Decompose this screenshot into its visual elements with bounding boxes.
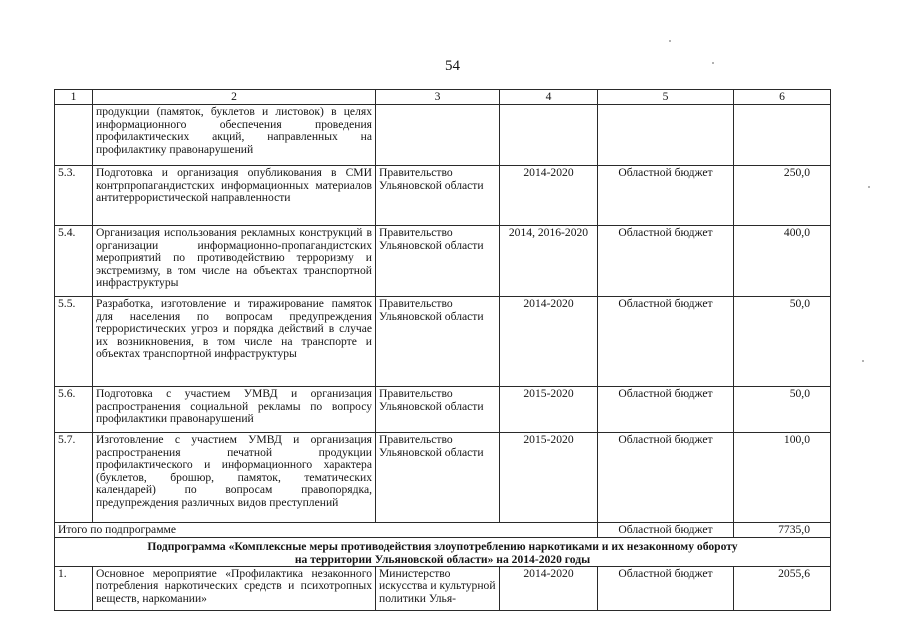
years: 2014, 2016-2020 [500, 226, 598, 297]
amount: 400,0 [734, 226, 831, 297]
activity-name: Изготовление с участием УМВД и организация распространения печатной продукции профилактического и информационного характера (буклетов, брошюр, памяток, тематических календарей) по вопросам правопорядка, предупреждения различных видов преступлений [93, 433, 376, 523]
executor: Правительство Ульяновской области [376, 226, 500, 297]
amount: 250,0 [734, 166, 831, 226]
subprogram-title [55, 537, 831, 566]
activity-name: Организация использования рекламных конструкций в организации информационно-пропагандистских мероприятий по противодействию терроризму и экстремизму, в том числе на объектах транспортной инфраструктуры [93, 226, 376, 297]
funding-source: Областной бюджет [598, 226, 734, 297]
executor [376, 105, 500, 166]
executor: Правительство Ульяновской области [376, 433, 500, 523]
executor: Министерство искусства и культурной политики Улья- [376, 566, 500, 610]
funding-source [598, 105, 734, 166]
table-row [55, 566, 831, 610]
funding-source: Областной бюджет [598, 566, 734, 610]
scan-speck [712, 62, 714, 64]
table-row [55, 226, 831, 297]
activity-name: Подготовка и организация опубликования в СМИ контрпропагандистских информационных материалов антитеррористической направленности [93, 166, 376, 226]
activity-name: продукции (памяток, буклетов и листовок) в целях информационного обеспечения проведения профилактических акций, направленных на профилактику правонарушений [93, 105, 376, 166]
funding-source: Областной бюджет [598, 387, 734, 433]
row-number: 5.3. [55, 166, 93, 226]
total-amount: 7735,0 [734, 523, 831, 538]
table-row [55, 105, 831, 166]
row-number: 1. [55, 566, 93, 610]
column-number: 2 [93, 90, 376, 105]
subprogram-total-row [55, 523, 831, 538]
row-number: 5.4. [55, 226, 93, 297]
column-number: 3 [376, 90, 500, 105]
scan-speck [868, 186, 870, 188]
page-number: 54 [445, 58, 460, 74]
funding-source: Областной бюджет [598, 433, 734, 523]
row-number [55, 105, 93, 166]
budget-table [54, 89, 831, 611]
total-label: Итого по подпрограмме [55, 523, 598, 538]
years [500, 105, 598, 166]
amount [734, 105, 831, 166]
row-number: 5.6. [55, 387, 93, 433]
years: 2014-2020 [500, 297, 598, 387]
amount: 50,0 [734, 297, 831, 387]
scan-speck [669, 40, 671, 42]
funding-source: Областной бюджет [598, 523, 734, 538]
funding-source: Областной бюджет [598, 297, 734, 387]
amount: 2055,6 [734, 566, 831, 610]
column-number: 5 [598, 90, 734, 105]
executor: Правительство Ульяновской области [376, 387, 500, 433]
amount: 100,0 [734, 433, 831, 523]
years: 2015-2020 [500, 387, 598, 433]
table-row [55, 166, 831, 226]
years: 2014-2020 [500, 166, 598, 226]
subprogram-title-line: Подпрограмма «Комплексные меры противодействия злоупотреблению наркотиками и их незаконному обороту [147, 539, 738, 553]
years: 2015-2020 [500, 433, 598, 523]
activity-name: Подготовка с участием УМВД и организация распространения социальной рекламы по вопросу профилактики правонарушений [93, 387, 376, 433]
years: 2014-2020 [500, 566, 598, 610]
table-row [55, 297, 831, 387]
row-number: 5.7. [55, 433, 93, 523]
column-number: 6 [734, 90, 831, 105]
subprogram-heading-row [55, 537, 831, 566]
column-number: 4 [500, 90, 598, 105]
table-row [55, 387, 831, 433]
scan-speck [862, 360, 864, 362]
column-number-row [55, 90, 831, 105]
executor: Правительство Ульяновской области [376, 297, 500, 387]
activity-name: Основное мероприятие «Профилактика незаконного потребления наркотических средств и психотропных веществ, наркомании» [93, 566, 376, 610]
activity-name: Разработка, изготовление и тиражирование памяток для населения по вопросам предупреждения террористических угроз и порядка действий в случае их возникновения, в том числе на транспорте и объектах транспортной инфраструктуры [93, 297, 376, 387]
funding-source: Областной бюджет [598, 166, 734, 226]
executor: Правительство Ульяновской области [376, 166, 500, 226]
amount: 50,0 [734, 387, 831, 433]
row-number: 5.5. [55, 297, 93, 387]
table-row [55, 433, 831, 523]
column-number: 1 [55, 90, 93, 105]
subprogram-title-line: на территории Ульяновской области» на 2014-2020 годы [294, 552, 591, 566]
